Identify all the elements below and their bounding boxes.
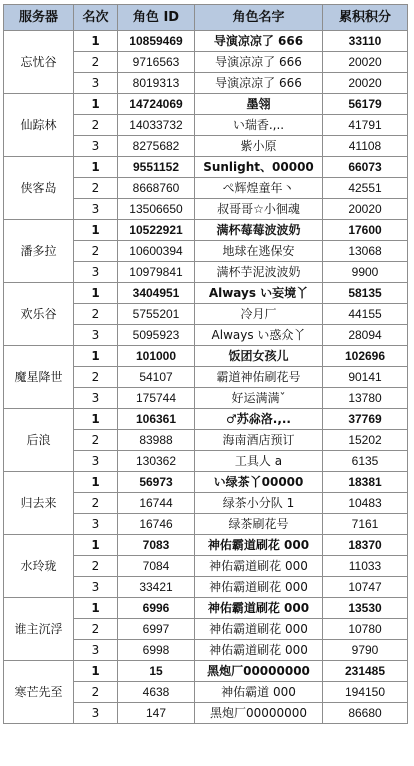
points-cell: 37769: [323, 409, 408, 430]
role-id-cell: 175744: [118, 388, 195, 409]
header-role-name: 角色名字: [195, 5, 323, 31]
role-id-cell: 3404951: [118, 283, 195, 304]
role-name-cell: 神佑霸道刷花 000: [195, 640, 323, 661]
rank-cell: 1: [74, 157, 118, 178]
rank-cell: 3: [74, 73, 118, 94]
table-row: [4, 535, 408, 556]
role-id-cell: 33421: [118, 577, 195, 598]
role-id-cell: 10600394: [118, 241, 195, 262]
role-name-cell: 墨翎: [195, 94, 323, 115]
rank-cell: 3: [74, 136, 118, 157]
role-id-cell: 7084: [118, 556, 195, 577]
points-cell: 6135: [323, 451, 408, 472]
header-role-id: 角色 ID: [118, 5, 195, 31]
role-id-cell: 6998: [118, 640, 195, 661]
rank-cell: 1: [74, 472, 118, 493]
role-id-cell: 130362: [118, 451, 195, 472]
points-cell: 9790: [323, 640, 408, 661]
points-cell: 9900: [323, 262, 408, 283]
points-cell: 18370: [323, 535, 408, 556]
role-name-cell: 神佑霸道刷花 000: [195, 556, 323, 577]
points-cell: 18381: [323, 472, 408, 493]
table-row: [4, 94, 408, 115]
role-name-cell: 地球在逃保安: [195, 241, 323, 262]
role-name-cell: ♂苏尛洛.,..: [195, 409, 323, 430]
role-id-cell: 9716563: [118, 52, 195, 73]
header-server: 服务器: [4, 5, 74, 31]
role-id-cell: 56973: [118, 472, 195, 493]
role-name-cell: 神佑霸道 000: [195, 682, 323, 703]
table-row: [4, 283, 408, 304]
server-name-cell: 忘忧谷: [4, 31, 74, 94]
rank-cell: 3: [74, 451, 118, 472]
server-name-cell: 谁主沉浮: [4, 598, 74, 661]
role-name-cell: 神佑霸道刷花 000: [195, 619, 323, 640]
rank-cell: 2: [74, 178, 118, 199]
role-id-cell: 106361: [118, 409, 195, 430]
header-rank: 名次: [74, 5, 118, 31]
role-id-cell: 10859469: [118, 31, 195, 52]
role-name-cell: Always い妄境丫: [195, 283, 323, 304]
role-id-cell: 8275682: [118, 136, 195, 157]
rank-cell: 3: [74, 577, 118, 598]
rank-cell: 2: [74, 367, 118, 388]
role-name-cell: 饭团女孩儿: [195, 346, 323, 367]
role-id-cell: 10522921: [118, 220, 195, 241]
server-name-cell: 后浪: [4, 409, 74, 472]
points-cell: 15202: [323, 430, 408, 451]
rank-cell: 2: [74, 115, 118, 136]
role-name-cell: ぺ辉煌童年丶: [195, 178, 323, 199]
role-name-cell: 冷月厂: [195, 304, 323, 325]
points-cell: 20020: [323, 52, 408, 73]
role-name-cell: 绿茶刷花号: [195, 514, 323, 535]
rank-cell: 2: [74, 52, 118, 73]
table-body: [4, 31, 408, 724]
rank-cell: 3: [74, 325, 118, 346]
rank-cell: 2: [74, 241, 118, 262]
role-id-cell: 10979841: [118, 262, 195, 283]
points-cell: 102696: [323, 346, 408, 367]
server-name-cell: 水玲珑: [4, 535, 74, 598]
points-cell: 10483: [323, 493, 408, 514]
role-id-cell: 14033732: [118, 115, 195, 136]
points-cell: 17600: [323, 220, 408, 241]
rank-cell: 2: [74, 304, 118, 325]
rank-cell: 1: [74, 661, 118, 682]
table-row: [4, 409, 408, 430]
role-id-cell: 15: [118, 661, 195, 682]
server-name-cell: 潘多拉: [4, 220, 74, 283]
role-id-cell: 14724069: [118, 94, 195, 115]
table-row: [4, 472, 408, 493]
role-name-cell: 黑炮厂00000000: [195, 661, 323, 682]
server-name-cell: 仙踪林: [4, 94, 74, 157]
points-cell: 231485: [323, 661, 408, 682]
points-cell: 20020: [323, 73, 408, 94]
points-cell: 44155: [323, 304, 408, 325]
points-cell: 13780: [323, 388, 408, 409]
points-cell: 13068: [323, 241, 408, 262]
server-name-cell: 欢乐谷: [4, 283, 74, 346]
role-id-cell: 9551152: [118, 157, 195, 178]
server-name-cell: 侠客岛: [4, 157, 74, 220]
rank-cell: 3: [74, 388, 118, 409]
table-row: [4, 220, 408, 241]
role-name-cell: 导演凉凉了 666: [195, 73, 323, 94]
role-name-cell: い绿茶丫00000: [195, 472, 323, 493]
points-cell: 41791: [323, 115, 408, 136]
rank-cell: 2: [74, 682, 118, 703]
points-cell: 28094: [323, 325, 408, 346]
role-name-cell: 满杯芋泥波波奶: [195, 262, 323, 283]
points-cell: 20020: [323, 199, 408, 220]
rank-cell: 3: [74, 199, 118, 220]
rank-cell: 1: [74, 598, 118, 619]
points-cell: 7161: [323, 514, 408, 535]
rank-cell: 1: [74, 409, 118, 430]
role-id-cell: 147: [118, 703, 195, 724]
rank-cell: 1: [74, 220, 118, 241]
role-name-cell: Sunlight、00000: [195, 157, 323, 178]
rank-cell: 1: [74, 94, 118, 115]
points-cell: 90141: [323, 367, 408, 388]
rank-cell: 2: [74, 430, 118, 451]
role-id-cell: 8019313: [118, 73, 195, 94]
points-cell: 41108: [323, 136, 408, 157]
role-name-cell: 导演凉凉了 666: [195, 52, 323, 73]
role-name-cell: 神佑霸道刷花 000: [195, 577, 323, 598]
points-cell: 10780: [323, 619, 408, 640]
rank-cell: 2: [74, 556, 118, 577]
role-id-cell: 6997: [118, 619, 195, 640]
role-name-cell: 导演凉凉了 666: [195, 31, 323, 52]
role-name-cell: 神佑霸道刷花 000: [195, 535, 323, 556]
points-cell: 194150: [323, 682, 408, 703]
rank-cell: 2: [74, 619, 118, 640]
rank-cell: 3: [74, 640, 118, 661]
role-name-cell: 满杯莓莓波波奶: [195, 220, 323, 241]
points-cell: 13530: [323, 598, 408, 619]
points-cell: 42551: [323, 178, 408, 199]
role-id-cell: 101000: [118, 346, 195, 367]
table-row: [4, 346, 408, 367]
header-row: [4, 5, 408, 31]
rank-cell: 3: [74, 514, 118, 535]
role-name-cell: い瑞香.,..: [195, 115, 323, 136]
rank-cell: 3: [74, 262, 118, 283]
role-id-cell: 4638: [118, 682, 195, 703]
role-name-cell: 紫小原: [195, 136, 323, 157]
role-id-cell: 7083: [118, 535, 195, 556]
points-cell: 11033: [323, 556, 408, 577]
role-id-cell: 16746: [118, 514, 195, 535]
rank-cell: 1: [74, 346, 118, 367]
rank-cell: 1: [74, 535, 118, 556]
points-cell: 58135: [323, 283, 408, 304]
rank-cell: 1: [74, 31, 118, 52]
role-name-cell: 叔哥哥☆小徊魂: [195, 199, 323, 220]
role-name-cell: Always い惑众丫: [195, 325, 323, 346]
role-id-cell: 13506650: [118, 199, 195, 220]
role-id-cell: 5755201: [118, 304, 195, 325]
rank-cell: 3: [74, 703, 118, 724]
role-name-cell: 好运满满ˇ: [195, 388, 323, 409]
points-cell: 56179: [323, 94, 408, 115]
role-id-cell: 54107: [118, 367, 195, 388]
role-id-cell: 6996: [118, 598, 195, 619]
ranking-table-container: [3, 4, 408, 724]
points-cell: 10747: [323, 577, 408, 598]
role-name-cell: 工具人 a: [195, 451, 323, 472]
table-row: [4, 157, 408, 178]
role-id-cell: 5095923: [118, 325, 195, 346]
server-name-cell: 归去来: [4, 472, 74, 535]
rank-cell: 2: [74, 493, 118, 514]
role-id-cell: 83988: [118, 430, 195, 451]
server-name-cell: 魔星降世: [4, 346, 74, 409]
server-name-cell: 寒芒先至: [4, 661, 74, 724]
points-cell: 86680: [323, 703, 408, 724]
role-name-cell: 海南酒店预订: [195, 430, 323, 451]
role-name-cell: 霸道神佑刷花号: [195, 367, 323, 388]
rank-cell: 1: [74, 283, 118, 304]
table-row: [4, 31, 408, 52]
role-name-cell: 黑炮厂00000000: [195, 703, 323, 724]
header-points: 累积积分: [323, 5, 408, 31]
ranking-table: [3, 4, 408, 724]
points-cell: 66073: [323, 157, 408, 178]
role-id-cell: 8668760: [118, 178, 195, 199]
table-row: [4, 598, 408, 619]
role-name-cell: 绿茶小分队 1: [195, 493, 323, 514]
table-row: [4, 661, 408, 682]
role-name-cell: 神佑霸道刷花 000: [195, 598, 323, 619]
role-id-cell: 16744: [118, 493, 195, 514]
points-cell: 33110: [323, 31, 408, 52]
